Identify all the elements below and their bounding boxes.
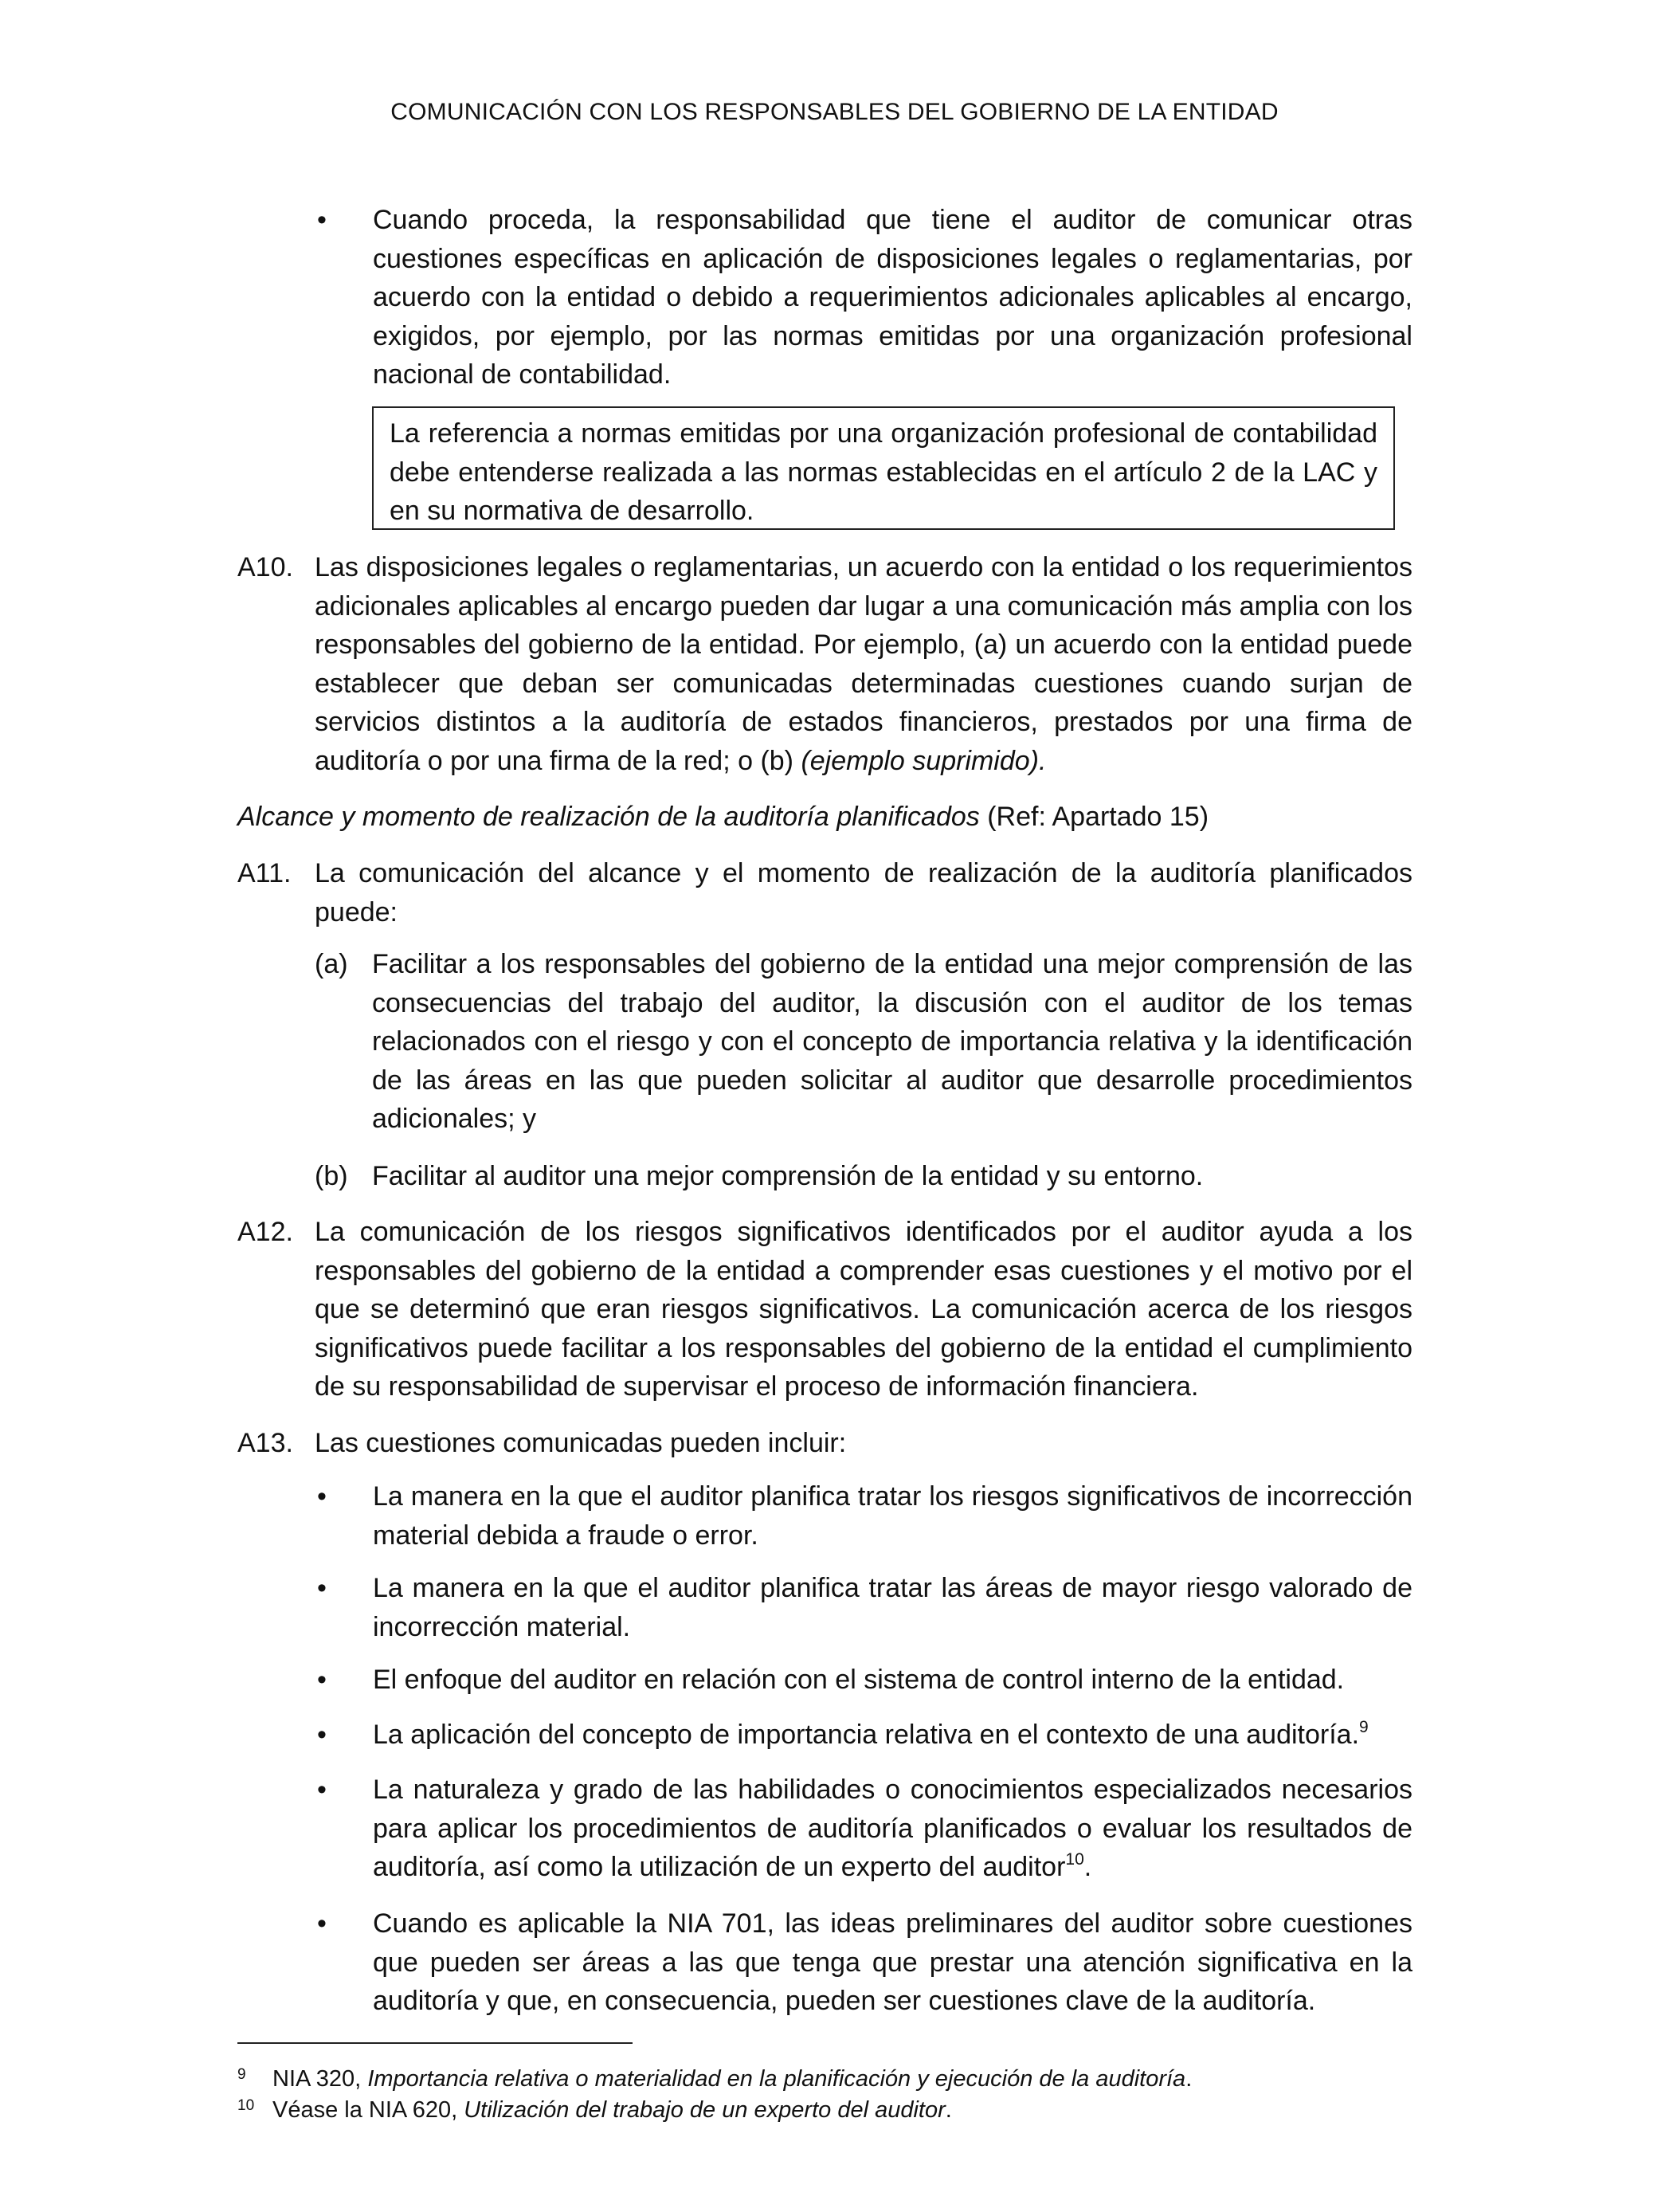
paragraph-number-a13: A13. xyxy=(237,1428,293,1458)
sub-item-label-b: (b) xyxy=(315,1161,348,1191)
footnote-italic: Importancia relativa o materialidad en la planificación y ejecución de la auditoría xyxy=(367,2066,1186,2092)
footnote-9 xyxy=(237,2060,1192,2094)
footnote-10 xyxy=(237,2091,952,2125)
paragraph-number-a10: A10. xyxy=(237,552,293,582)
bullet-icon: • xyxy=(317,1775,327,1805)
a13-bullet-text-main: La naturaleza y grado de las habilidades o conocimientos especializados necesarios para aplicar los procedimientos de auditoría planificados o evaluar los resultados de auditoría, así como la utilización de un experto del auditor xyxy=(373,1775,1412,1882)
paragraph-a10-text: Las disposiciones legales o reglamentarias, un acuerdo con la entidad o los requerimientos adicionales aplicables al encargo pueden dar lugar a una comunicación más amplia con los responsables del gobierno de la entidad. Por ejemplo, (a) un acuerdo con la entidad puede establecer que deban ser comunicadas determinadas cuestiones cuando surjan de servicios distintos a la auditoría de estados financieros, prestados por una firma de auditoría o por una firma de la red; o (b) xyxy=(315,552,1412,776)
footnote-plain: Véase la NIA 620, xyxy=(272,2097,464,2123)
subheading-italic: Alcance y momento de realización de la auditoría planificados xyxy=(237,802,980,832)
footnote-ref-9[interactable]: 9 xyxy=(1359,1718,1369,1736)
a13-bullet-text-main: La aplicación del concepto de importancia relativa en el contexto de una auditoría. xyxy=(373,1720,1360,1750)
top-bullet-text: Cuando proceda, la responsabilidad que tiene el auditor de comunicar otras cuestiones específicas en aplicación de disposiciones legales o reglamentarias, por acuerdo con la entidad o debido a requerimientos adicionales aplicables al encargo, exigidos, por ejemplo, por las normas emitidas por una organización profesional nacional de contabilidad. xyxy=(373,205,1412,390)
bullet-icon: • xyxy=(317,1665,327,1695)
a13-bullet-text: Cuando es aplicable la NIA 701, las ideas preliminares del auditor sobre cuestiones que pueden ser áreas a las que tenga que prestar una atención significativa en la auditoría y que, en consecuencia, pueden ser cuestiones clave de la auditoría. xyxy=(373,1908,1412,2016)
a13-bullet-text: El enfoque del auditor en relación con el sistema de control interno de la entidad. xyxy=(373,1665,1345,1695)
paragraph-a10-italic: (ejemplo suprimido). xyxy=(801,745,1047,776)
a13-bullet-text xyxy=(373,1771,1412,1887)
a13-bullet-text: La manera en la que el auditor planifica tratar los riesgos significativos de incorrección material debida a fraude o error. xyxy=(373,1481,1412,1551)
bullet-icon: • xyxy=(317,1908,327,1939)
bullet-icon: • xyxy=(317,1481,327,1512)
sub-item-label-a: (a) xyxy=(315,949,348,979)
footnote-plain: NIA 320, xyxy=(272,2066,368,2092)
paragraph-a12: La comunicación de los riesgos significativos identificados por el auditor ayuda a los responsables del gobierno de la entidad a comprender esas cuestiones y el motivo por el que se determinó que eran riesgos significativos. La comunicación acerca de los riesgos significativos puede facilitar a los responsables del gobierno de la entidad el cumplimiento de su responsabilidad de supervisar el proceso de información financiera. xyxy=(315,1217,1412,1402)
a13-bullet-item xyxy=(237,1569,1412,1646)
footnote-separator xyxy=(237,2042,633,2044)
footnote-end: . xyxy=(945,2097,952,2123)
page-header: COMUNICACIÓN CON LOS RESPONSABLES DEL GOBIERNO DE LA ENTIDAD xyxy=(390,99,1279,125)
national-note-box xyxy=(372,406,1395,530)
bullet-icon: • xyxy=(317,1573,327,1603)
footnote-italic: Utilización del trabajo de un experto del auditor xyxy=(464,2097,946,2123)
top-bullet-item xyxy=(237,201,1412,394)
footnote-number: 10 xyxy=(237,2097,255,2114)
a13-bullet-text xyxy=(373,1716,1412,1755)
a13-bullet-item xyxy=(237,1477,1412,1555)
section-subheading xyxy=(237,798,1209,837)
sub-item-text-a: Facilitar a los responsables del gobierno de la entidad una mejor comprensión de las consecuencias del trabajo del auditor, la discusión con el auditor de los temas relacionados con el riesgo y con el concepto de importancia relativa y la identificación de las áreas en las que pueden solicitar al auditor que desarrolle procedimientos adicionales; y xyxy=(372,949,1412,1134)
paragraph-number-a12: A12. xyxy=(237,1217,293,1247)
bullet-icon: • xyxy=(317,1720,327,1750)
sub-item-text-b: Facilitar al auditor una mejor comprensión de la entidad y su entorno. xyxy=(372,1161,1204,1191)
subheading-ref: (Ref: Apartado 15) xyxy=(979,802,1209,832)
a13-bullet-text-end: . xyxy=(1083,1852,1092,1882)
paragraph-a11: La comunicación del alcance y el momento de realización de la auditoría planificados puede: xyxy=(315,858,1412,928)
a13-bullet-item xyxy=(237,1716,1412,1755)
footnote-number: 9 xyxy=(237,2066,246,2083)
a13-bullet-item xyxy=(237,1771,1412,1887)
footnote-ref-10[interactable]: 10 xyxy=(1065,1850,1084,1869)
bullet-icon: • xyxy=(317,205,327,235)
note-box-text: La referencia a normas emitidas por una organización profesional de contabilidad debe entenderse realizada a las normas establecidas en el artículo 2 de la LAC y en su normativa de desarrollo. xyxy=(390,418,1377,526)
paragraph-a13: Las cuestiones comunicadas pueden incluir: xyxy=(315,1428,847,1458)
a13-bullet-item xyxy=(237,1904,1412,2021)
paragraph-number-a11: A11. xyxy=(237,858,292,888)
paragraph-a10 xyxy=(315,548,1412,780)
a13-bullet-text: La manera en la que el auditor planifica tratar las áreas de mayor riesgo valorado de incorrección material. xyxy=(373,1573,1412,1642)
footnote-end: . xyxy=(1185,2066,1193,2092)
a13-bullet-item xyxy=(237,1661,1412,1700)
